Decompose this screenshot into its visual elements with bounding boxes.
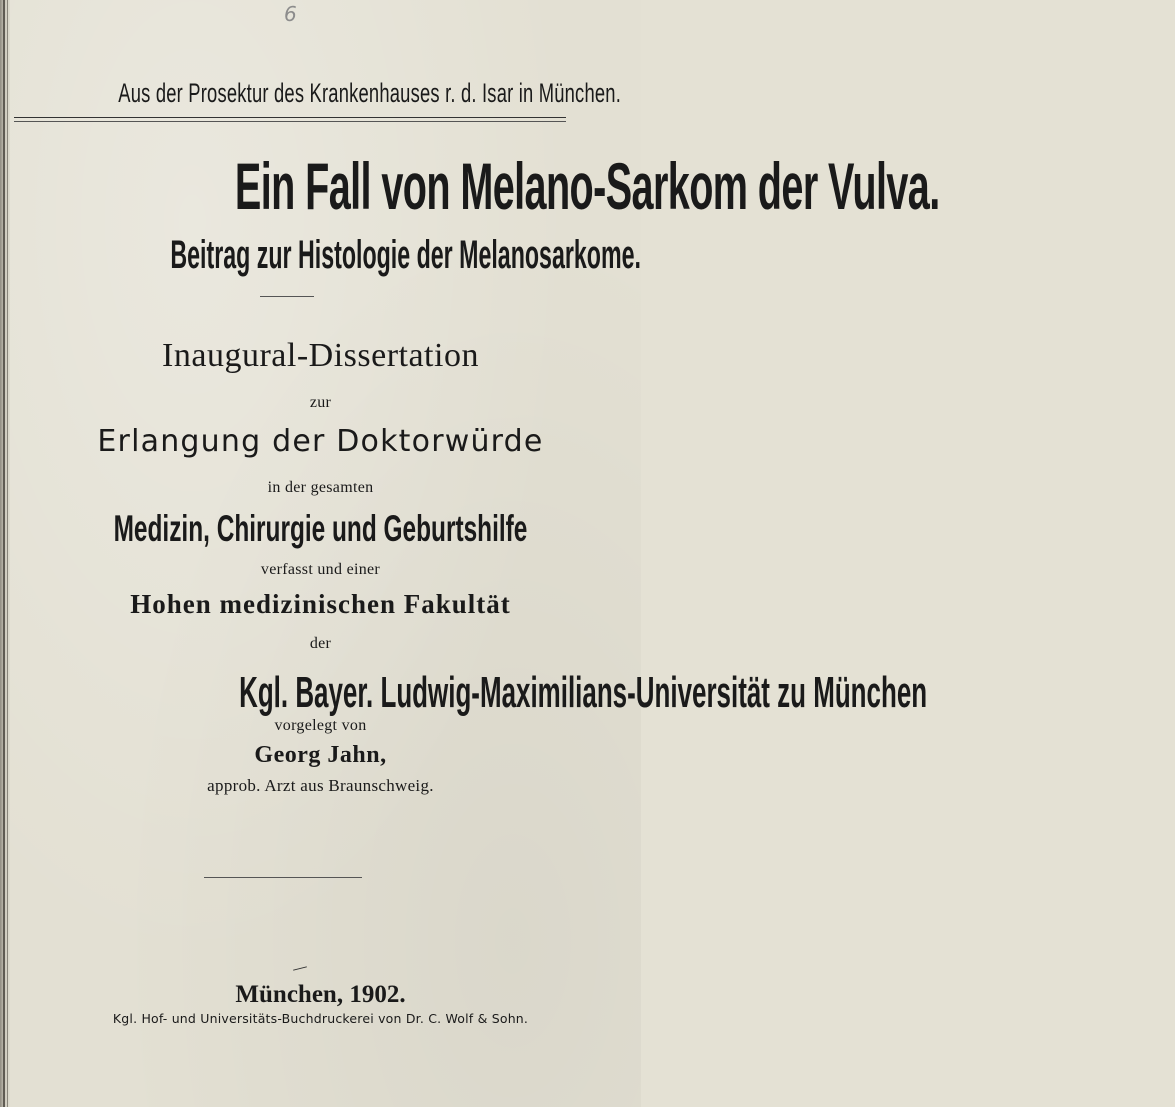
faculty-name: Hohen medizinischen Fakultät	[130, 589, 511, 619]
university-name	[0, 667, 928, 718]
ink-tick-mark	[293, 966, 307, 970]
line-zur: zur	[309, 394, 332, 411]
page-subtitle	[0, 232, 641, 278]
dissertation-heading: Inaugural-Dissertation	[162, 337, 479, 374]
imprint-printer: Kgl. Hof- und Universitäts-Buchdruckerei von Dr. C. Wolf & Sohn.	[112, 1011, 529, 1026]
university-name-text: Kgl. Bayer. Ludwig-Maximilians-Universität zu München	[239, 668, 928, 717]
divider-short	[260, 296, 314, 297]
author-name: Georg Jahn,	[254, 742, 387, 768]
header-rule	[14, 117, 566, 122]
degree-heading: Erlangung der Doktorwürde	[97, 424, 544, 459]
institution-header-text: Aus der Prosektur des Krankenhauses r. d. Isar in München.	[118, 78, 621, 108]
author-note: approb. Arzt aus Braunschweig.	[207, 776, 434, 795]
divider-long	[204, 877, 362, 878]
imprint-city-year: München, 1902.	[235, 981, 406, 1008]
page-subtitle-text: Beitrag zur Histologie der Melanosarkome.	[170, 233, 641, 277]
line-gesamten: in der gesamten	[267, 479, 374, 496]
page-title-text: Ein Fall von Melano-Sarkom der Vulva.	[234, 149, 940, 223]
line-vorgelegt: vorgelegt von	[274, 717, 367, 734]
line-der: der	[309, 635, 332, 652]
line-verfasst: verfasst und einer	[260, 561, 381, 578]
pencil-mark: 6	[284, 2, 297, 26]
faculty-fields	[0, 507, 641, 550]
page-title	[0, 148, 940, 225]
faculty-fields-text: Medizin, Chirurgie und Geburtshilfe	[113, 508, 528, 549]
institution-header	[0, 78, 641, 109]
